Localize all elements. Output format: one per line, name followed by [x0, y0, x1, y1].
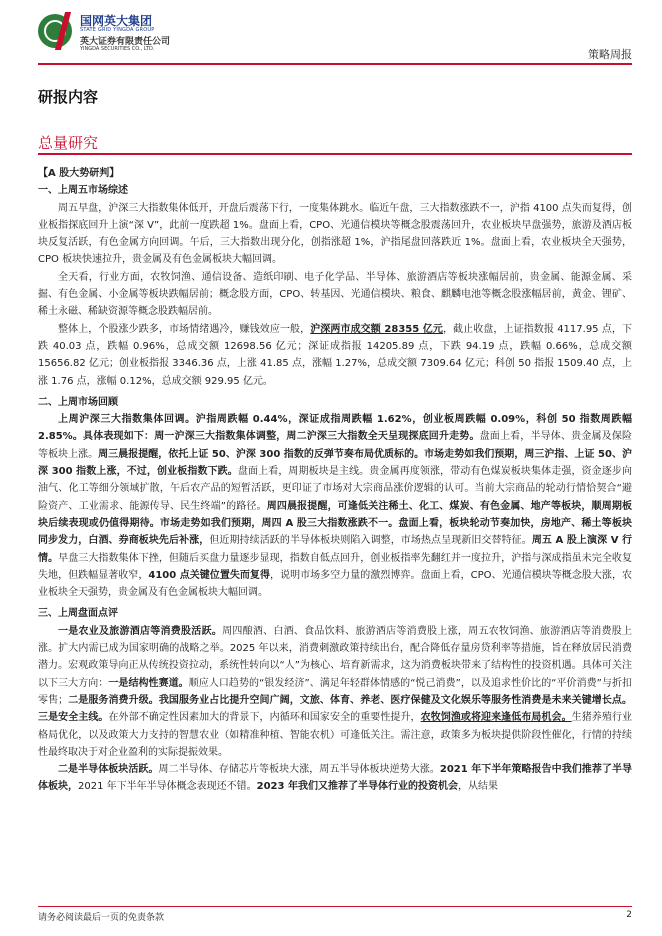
paragraph: 周五早盘，沪深三大指数集体低开，开盘后震荡下行，一度集体跳水。临近午盘，三大指数涨跌不一，沪指 4100 点失而复得，创业板指探底回升上演“深 V”，此前一度跌超 1%。盘面上看，CPO、光通信模块等概念股震荡回升，农业板块早盘强势，旅游及酒店板块反复活跃，有色金属方向回调。午后，三大指数出现分化，创指涨超 1%，沪指尾盘回落跌近 1%。盘面上看，农业板块全天强势，CPO 板块快速拉升，贵金属及有色金属板块大幅回调。: [38, 202, 632, 266]
text: ，截止收盘，上证指数报 4117.95 点，下跌 40.03 点，跌幅 0.96%，总成交额 12698.56 亿元；深证成指报 14205.89 点，下跌 94.19 点，跌幅 0.66%，总成交额 15656.82 亿元；创业板指报 3346.36 点，上涨 41.85 点，涨幅 1.27%，总成交额 7309.64 亿元；科创 50 指报 1509.40 点，上涨 1.76 点，涨幅 0.12%，总成交额 929.95 亿元。: [38, 323, 632, 387]
text: 在外部不确定性因素加大的背景下，内循环和国家安全的重要性提升，: [108, 712, 421, 724]
brand-name-cn: 国网英大集团: [80, 14, 153, 28]
section-title: 研报内容: [38, 88, 99, 106]
text: 周四酿酒、白酒、食品饮料、旅游酒店等消费股上涨，周五农牧饲渔、旅游酒店等消费股上涨。扩大内需已成为国家明确的战略之举。2025 年以来，消费刺激政策持续出台，配合降低存量房贷利率等措施，旨在释放居民消费潜力。宏观政策导向正从传统投资拉动，系统性转向以“人”为核心、培育新需求，这为消费板块带来了结构性的投资机遇。具体可关注以下三大方向：: [38, 625, 633, 689]
paragraph: [38, 761, 632, 796]
text: 整体上，个股涨少跌多，市场情绪遇冷，赚钱效应一般，: [58, 323, 311, 335]
text: 早盘三大指数集体下挫，但随后买盘力量逐步显现，指数自低点回升，创业板指率先翻红并一度拉升，沪指与深成指虽未完全收复失地，但跌幅显著收窄，: [38, 552, 633, 581]
page-header: [38, 10, 632, 62]
turnover-highlight: 沪深两市成交额 28355 亿元: [310, 323, 443, 335]
document-type: 策略周报: [588, 48, 632, 61]
paragraph: [38, 623, 632, 761]
bracket-label: 【A 股大势研判】: [38, 168, 120, 179]
text: 盘面上看，半导体、贵金属及保险等板块上涨。: [38, 431, 632, 460]
text: 上周沪深三大指数集体回调。沪指周跌幅 0.44%，深证成指周跌幅 1.62%，创业板周跌幅 0.09%，科创 50 指数周跌幅 2.85%。具体表现如下：周一沪深三大指数集体调整，周二沪深三大指数全天呈现探底回升走势。: [38, 414, 632, 443]
text: 二是服务消费升级。我国服务业占比提升空间广阔，文旅、体育、养老、医疗保健及文化娱乐等服务性消费是未来关键增长点。三是安全主线。: [38, 694, 633, 724]
text: 二是半导体板块活跃。: [58, 764, 159, 776]
text: 2021 年下半年半导体概念表现还不错。: [78, 781, 257, 793]
agri-highlight: 农牧饲渔或将迎来逢低布局机会。: [420, 712, 572, 724]
text: 一是农业及旅游酒店等消费股活跃。: [58, 625, 223, 637]
brand-name-en: STATE GRID YINGDA GROUP: [80, 27, 155, 33]
text: 周三晨报提醒，依托上证 50、沪深 300 指数的反弹节奏布局优质标的。市场走势如我们预期，周三沪指、上证 50、沪深 300 指数上涨，不过，创业板指数下跌。: [38, 448, 632, 478]
text: 2021 年下半年策略报告中我们推荐了半导体板块，: [38, 764, 632, 793]
text: 周四晨报提醒，可逢低关注稀土、化工、煤炭、有色金属、地产等板块，顺周期板块后续表现或仍值得期待。市场走势如我们预期，周四 A 股三大指数涨跌不一。盘面上看，板块轮动节奏加快，房地产、稀土等板块同步发力，白酒、券商板块先后补涨，: [38, 500, 633, 547]
heading-market-commentary: 三、上周盘面点评: [38, 608, 118, 620]
footer-disclaimer: 请务必阅读最后一页的免责条款: [38, 913, 165, 923]
header-divider: [38, 63, 632, 65]
text: 盘面上看，周期板块是主线。贵金属再度领涨，带动有色煤炭板块集体走强，资金逐步向油气、化工等细分领域扩散，午后农产品的短暂活跃，更印证了市场对大宗商品涨价逻辑的认可。当前大宗商品的轮动行情恰契合“避险资产、工业需求、能源传导、民生终端”的路径。: [38, 466, 632, 512]
text: 周五 A 股上演深 V 行情。: [38, 535, 633, 564]
paragraph: 全天看，行业方面，农牧饲渔、通信设备、造纸印刷、电子化学品、半导体、旅游酒店等板块涨幅居前，贵金属、能源金属、采掘、有色金属、小金属等板块跌幅居前；概念股方面，CPO、转基因、光通信模块、粮食、麒麟电池等概念股涨幅居前，黄金、锂矿、稀土永磁、稀缺资源等概念股跌幅居前。: [38, 271, 632, 318]
sub-title-divider: [38, 153, 632, 155]
text: ，说明市场多空力量的激烈博弈。盘面上看，CPO、光通信模块等概念股大涨，农业板块全天强势，贵金属及有色金属板块大幅回调。: [38, 569, 632, 599]
text: 周二半导体、存储芯片等板块大涨，周五半导体板块逆势大涨。: [158, 764, 440, 776]
text: 但近期持续活跃的半导体板块则陷入调整，市场热点呈现新旧交替特征。: [209, 535, 532, 547]
heading-weekly-review: 二、上周市场回顾: [38, 396, 118, 408]
text: 4100 点关键位置失而复得: [148, 569, 270, 581]
text: 2023 年我们又推荐了半导体行业的投资机会: [256, 781, 458, 793]
page-number: 2: [626, 910, 632, 920]
paragraph: [38, 411, 632, 601]
text: 生猪养殖行业格局优化，以及政策大力支持的智慧农业（如精准种植、智能农机）可逢低关注。需注意，政策多为板块提供阶段性催化，行情的持续性最终取决于对企业盈利的实际提振效果。: [38, 712, 633, 758]
paragraph: [38, 321, 632, 390]
footer-divider: [38, 906, 632, 907]
company-name-en: YINGDA SECURITIES CO., LTD.: [80, 46, 155, 52]
text: ，从结果: [457, 781, 498, 793]
text: 顺应人口趋势的“银发经济”、满足年轻群体情感的“悦己消费”，以及追求性价比的“平价消费”与折扣零售；: [38, 677, 633, 706]
report-body: [38, 165, 632, 796]
company-name-cn: 英大证券有限责任公司: [80, 37, 171, 47]
text: 一是结构性赛道。: [108, 677, 189, 689]
heading-friday-review: 一、上周五市场综述: [38, 185, 128, 197]
sub-title: 总量研究: [38, 134, 99, 152]
